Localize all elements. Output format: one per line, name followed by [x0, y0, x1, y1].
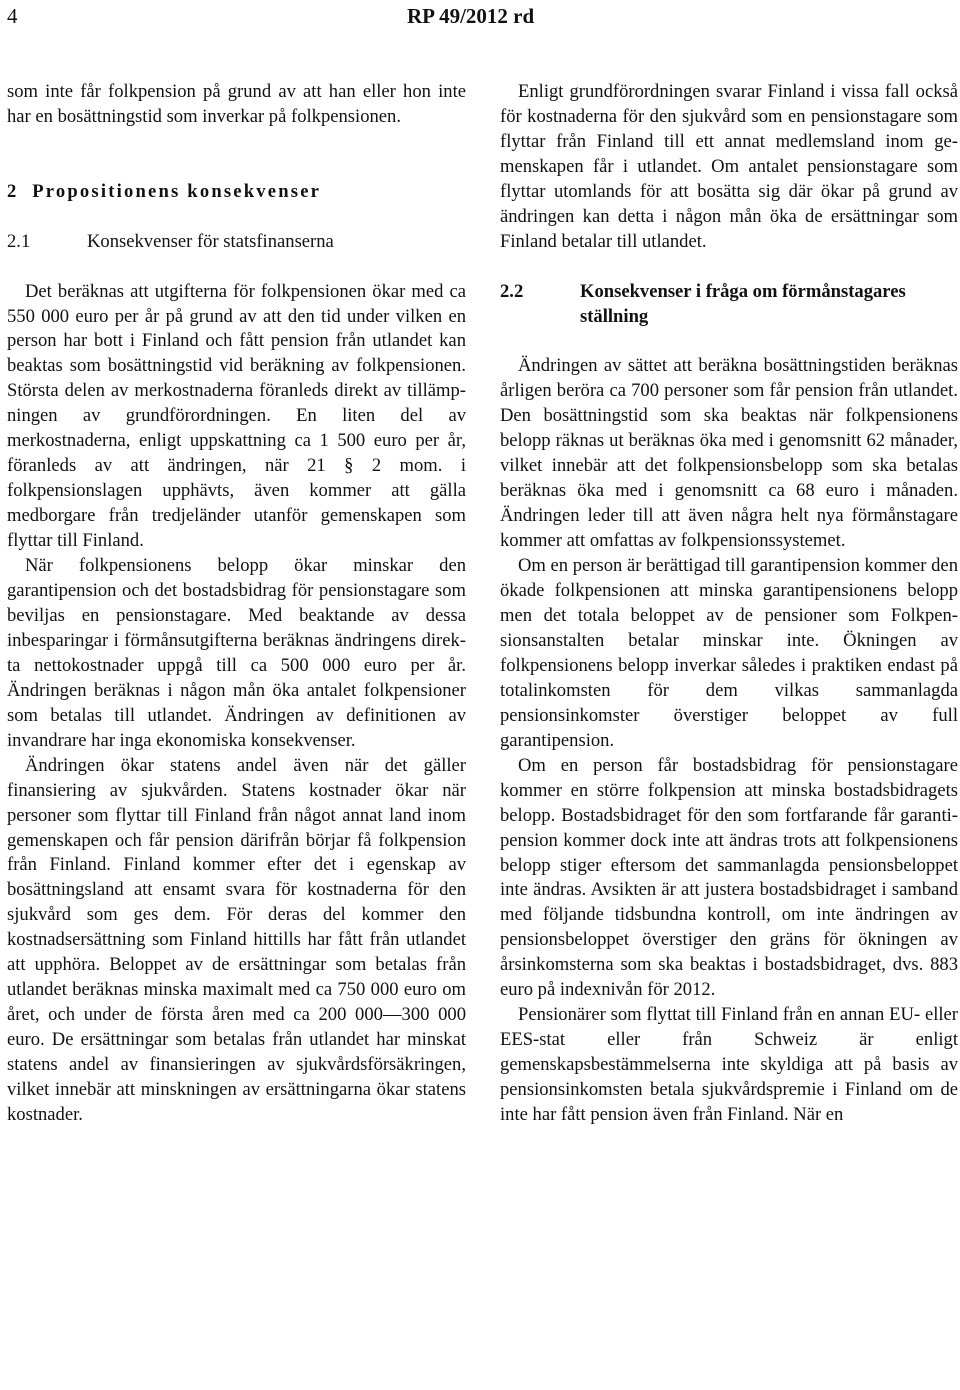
page-number: 4 [7, 4, 18, 28]
subsection-number: 2.2 [500, 280, 524, 302]
section-number: 2 [7, 180, 19, 202]
paragraph: Enligt grundförordningen svarar Finland i vissa fall också för kostnaderna för den sjukvård som en pensionstagare som flyttar från Finland till ett annat medlemsland inom gemenskapen får i utlandet. Om antalet pensionstagare som flyttar utomlands för att bosätta sig där ökar på grund av ändringen kan detta i någon mån öka de ersättningar som Finland betalar till utlandet. [500, 81, 958, 252]
subsection-title: Konsekvenser för statsfinanserna [87, 230, 334, 252]
paragraph: Det beräknas att utgifterna för folkpensionen ökar med ca 550 000 euro per år på grund av att den tid under vilken en person har bott i Finland och fått pension från utlandet kan beaktas som bosättningstid vid beräkning av folkpensionen. Största delen av merkostnaderna föranleds direkt av tillämpningen av grundförordningen. En liten del av merkostnaderna, enligt uppskattning ca 1 500 euro per år, föranleds av att ändringen, när 21 § 2 mom. i folkpensionslagen upphävts, även kommer att gälla medborgare från tredjeländer utanför gemenskapen som flyttar till Finland. [7, 280, 466, 552]
paragraph: Ändringen av sättet att beräkna bosättningstiden beräknas årligen beröra ca 700 personer som får pension från utlandet. Den bosättningstid som ska beaktas när folkpensionens belopp räknas ut beräknas öka med i genomsnitt 62 månader, vilket innebär att det folkpensionsbelopp som ska betalas beräknas öka med i genomsnitt ca 68 euro i månaden. Ändringen leder till att även några helt nya förmånstagare kommer att omfattas av folkpensionssystemet. [500, 355, 958, 552]
spacer [7, 205, 466, 230]
intro-paragraph: som inte får folkpension på grund av att han eller hon inte har en bosättningstid som inverkar på folkpensionen. [7, 81, 466, 127]
section-heading [7, 180, 466, 205]
subsection-heading [7, 230, 466, 255]
right-column [500, 80, 958, 1128]
section-title: Propositionens konsekvenser [32, 180, 322, 202]
spacer [500, 330, 958, 355]
document-id: RP 49/2012 rd [407, 4, 535, 28]
paragraph: Pensionärer som flyttat till Finland från en annan EU- eller EES-stat eller från Schweiz är enligt gemenskapsbestämmelserna inte skyldiga att på basis av pensionsinkomsten betala sjukvårdspremie i Finland om de inte har fått pension även från Finland. När en [500, 1004, 958, 1126]
subsection-title: Konsekvenser i fråga om förmånstagares ställning [580, 280, 906, 327]
page-header [7, 4, 946, 30]
subsection-number: 2.1 [7, 230, 31, 252]
spacer [7, 255, 466, 280]
paragraph: Om en person är berättigad till garantipension kommer den ökade folkpensionen att minska garantipensionens belopp men det totala beloppet av de pensioner som Folkpensionsanstalten betalar minskar inte. Ökningen av folkpensionens belopp inverkar således i praktiken endast på totalinkomsten för dem vilkas sammanlagda pensionsinkomster överstiger beloppet av full garantipension. [500, 555, 958, 751]
paragraph: Om en person får bostadsbidrag för pensionstagare kommer en större folkpension att minska bostadsbidragets belopp. Bostadsbidraget för den som fortfarande får garantipension kommer dock inte att ändras trots att folkpensionens belopp stiger eftersom det sammanlagda pensionsbeloppet inte ändras. Avsikten är att justera bostadsbidraget i samband med följande tidsbundna kontroll, om inte ändringen av pensionsbeloppet överstiger den gräns för ökningen av årsinkomsterna som ska beaktas i bostadsbidraget, dvs. 883 euro på indexnivån för 2012. [500, 754, 958, 1001]
left-column [7, 80, 466, 1128]
paragraph: Ändringen ökar statens andel även när det gäller finansiering av sjukvården. Statens kostnader ökar när personer som flyttar till Finland från något annat land inom gemenskapen och får pension därifrån börjar få folkpension från Finland. Finland kommer efter det i egenskap av bosättningsland att ensamt svara för kostnaderna för den sjukvård som ges dem. För deras del kommer den kostnadsersättning som Finland hittills har fått från utlandet att upphöra. Beloppet av de ersättningar som betalas från utlandet beräknas minska maximalt med ca 750 000 euro om året, och under de första åren med ca 200 000—300 000 euro. De ersättningar som betalas från utlandet har minskat statens andel av finansieringen av sjukvårdsförsäkringen, vilket innebär att minskningen av ersättningarna ökar statens kostnader. [7, 754, 466, 1126]
spacer [7, 130, 466, 155]
spacer [500, 255, 958, 280]
subsection-heading [500, 280, 958, 330]
spacer [7, 155, 466, 180]
paragraph: När folkpensionens belopp ökar minskar den garantipension och det bostadsbidrag för pensionstagare som beviljas en pensionstagare. Med beaktande av dessa inbesparingar i förmånsutgifterna beräknas ändringens direkta nettokostnader uppgå till ca 500 000 euro per år. Ändringen beräknas i någon mån öka antalet folkpensioner som betalas till utlandet. Ändringen av definitionen av invandrare har inga ekonomiska konsekvenser. [7, 555, 466, 751]
